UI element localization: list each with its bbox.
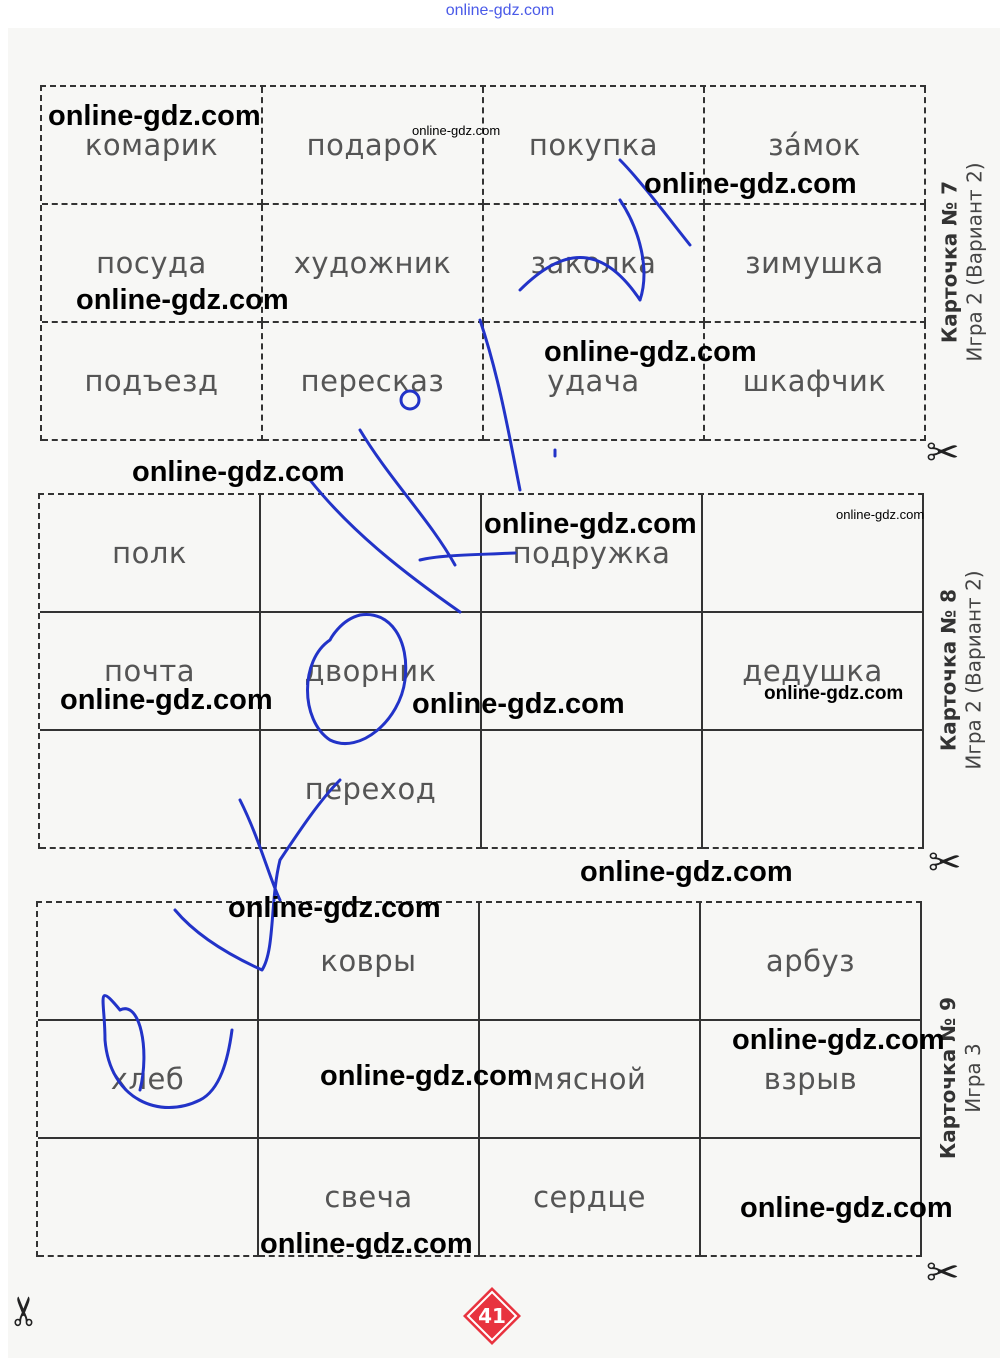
watermark: online-gdz.com — [412, 123, 501, 138]
watermark: online-gdz.com — [544, 336, 757, 368]
scissors-icon: ✂ — [928, 840, 962, 886]
word-cell: свеча — [259, 1139, 480, 1257]
watermark: online-gdz.com — [732, 1024, 945, 1056]
word-cell: пересказ — [263, 323, 484, 441]
watermark: online-gdz.com — [580, 856, 793, 888]
watermark: online-gdz.com — [644, 168, 857, 200]
card-subtitle: Игра 3 — [961, 1043, 986, 1113]
watermark: online-gdz.com — [132, 456, 345, 488]
word-cell: мясной — [480, 1021, 701, 1139]
word-cell: переход — [261, 731, 482, 849]
word-cell: сердце — [480, 1139, 701, 1257]
word-cell: зимушка — [705, 205, 926, 323]
card-8-grid — [38, 493, 924, 849]
card-7-label — [926, 85, 1000, 439]
word-cell: полк — [40, 495, 261, 613]
word-cell — [38, 903, 259, 1021]
header-watermark: online-gdz.com — [445, 2, 555, 19]
watermark: online-gdz.com — [48, 100, 261, 132]
word-cell: художник — [263, 205, 484, 323]
word-cell: подружка — [482, 495, 703, 613]
word-cell — [261, 495, 482, 613]
watermark: online-gdz.com — [740, 1192, 953, 1224]
word-cell — [40, 731, 261, 849]
card-title: Карточка № 8 — [937, 588, 962, 752]
word-cell: подарок — [263, 87, 484, 205]
word-cell — [38, 1139, 259, 1257]
scissors-icon: ✂ — [926, 430, 960, 476]
card-subtitle: Игра 2 (Вариант 2) — [962, 570, 987, 770]
watermark: online-gdz.com — [76, 284, 289, 316]
word-cell: подъезд — [42, 323, 263, 441]
word-cell: дедушка — [703, 613, 924, 731]
watermark: online-gdz.com — [484, 508, 697, 540]
page-number-badge — [461, 1285, 523, 1347]
watermark: online-gdz.com — [836, 507, 925, 522]
word-cell: заколка — [484, 205, 705, 323]
card-subtitle: Игра 2 (Вариант 2) — [963, 162, 988, 362]
watermark: online-gdz.com — [412, 688, 625, 720]
word-cell: почта — [40, 613, 261, 731]
watermark: online-gdz.com — [60, 684, 273, 716]
word-cell: комарик — [42, 87, 263, 205]
word-cell: дворник — [261, 613, 482, 731]
card-title: Карточка № 9 — [936, 996, 961, 1160]
word-cell: взрыв — [701, 1021, 922, 1139]
word-cell: посуда — [42, 205, 263, 323]
word-cell: хлеб — [38, 1021, 259, 1139]
word-cell — [703, 731, 924, 849]
word-cell: шкафчик — [705, 323, 926, 441]
watermark: online-gdz.com — [320, 1060, 533, 1092]
scissors-icon: ✂ — [1, 1294, 48, 1328]
watermark: online-gdz.com — [764, 683, 904, 704]
scissors-icon: ✂ — [926, 1250, 960, 1296]
word-cell: ковры — [259, 903, 480, 1021]
word-cell: покупка — [484, 87, 705, 205]
word-cell — [482, 731, 703, 849]
watermark: online-gdz.com — [260, 1228, 473, 1260]
card-title: Карточка № 7 — [938, 180, 963, 344]
card-7-grid — [40, 85, 926, 441]
word-cell — [480, 903, 701, 1021]
word-cell: удача — [484, 323, 705, 441]
word-cell: за́мок — [705, 87, 926, 205]
page-number: 41 — [478, 1304, 506, 1328]
card-8-label — [924, 493, 1000, 847]
word-cell: арбуз — [701, 903, 922, 1021]
watermark: online-gdz.com — [228, 892, 441, 924]
